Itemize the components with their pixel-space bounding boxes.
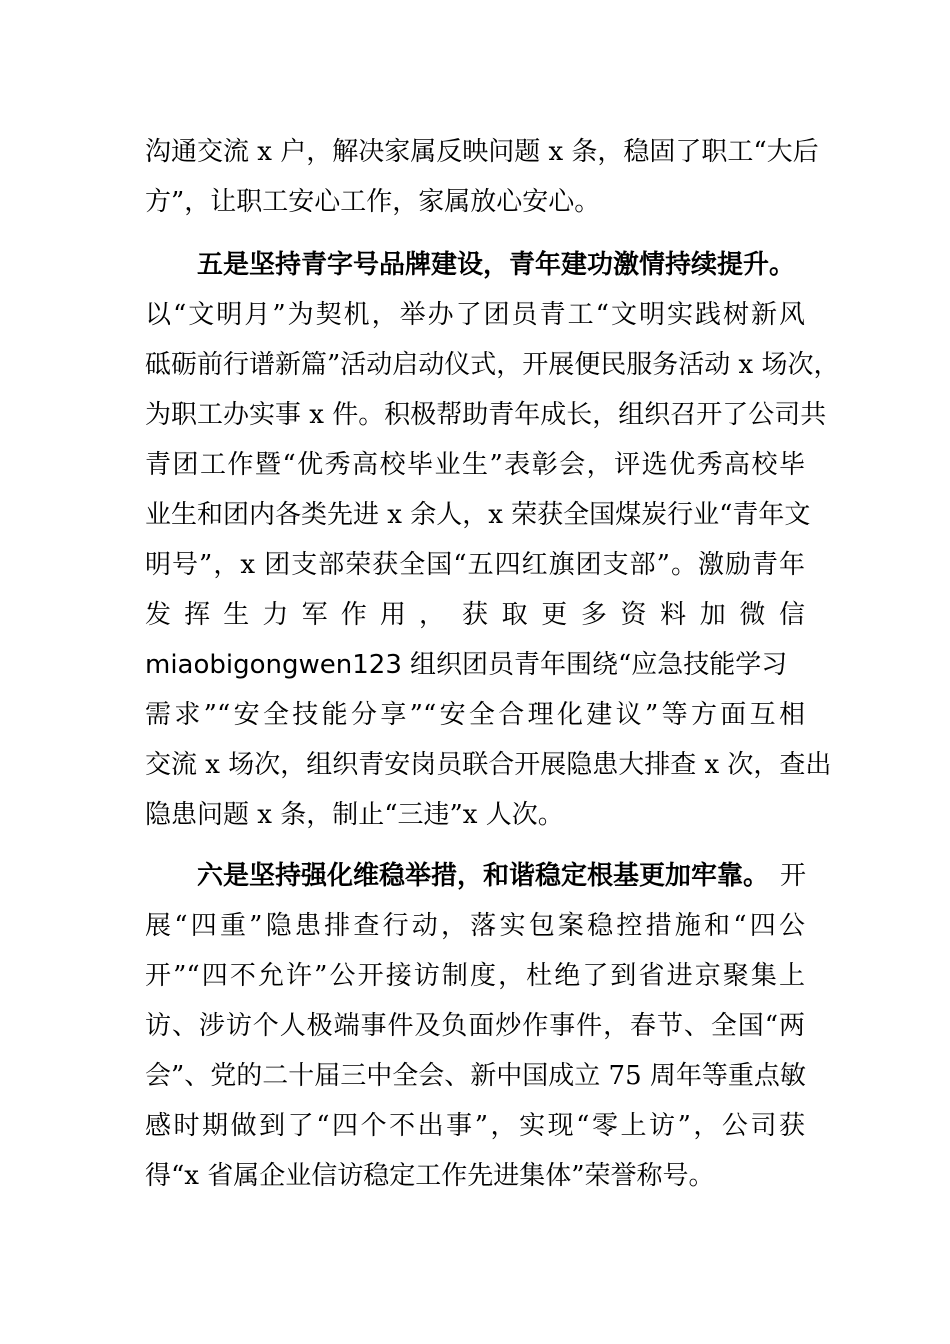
paragraph-line — [145, 599, 445, 631]
paragraph-line: 隐患问题 x 条，制止“三违”x 人次。 — [145, 800, 564, 830]
paragraph-line: 交流 x 场次，组织青安岗员联合开展隐患大排查 x 次，查出 — [145, 750, 832, 780]
paragraph-line: 展“四重”隐患排查行动，落实包案稳控措施和“四公 — [145, 911, 805, 941]
section-heading-5: 五是坚持青字号品牌建设，青年建功激情持续提升。 — [197, 250, 796, 280]
paragraph-line: 以“文明月”为契机，举办了团员青工“文明实践树新风 — [145, 300, 805, 330]
paragraph-line: 明号”，x 团支部荣获全国“五四红旗团支部”。激励青年 — [145, 550, 805, 580]
paragraph-line: 开 — [780, 861, 807, 891]
paragraph-line: 访、涉访个人极端事件及负面炒作事件，春节、全国“两 — [145, 1011, 805, 1041]
paragraph-line: 会”、党的二十届三中全会、新中国成立 75 周年等重点敏 — [145, 1061, 806, 1091]
paragraph-line: 组织团员青年围绕“应急技能学习 — [410, 650, 788, 680]
wechat-id: miaobigongwen123 — [145, 650, 402, 680]
paragraph-line: 需求”“安全技能分享”“安全合理化建议”等方面互相 — [145, 700, 805, 730]
wechat-notice: 获取更多资料加微信 — [462, 600, 805, 630]
paragraph-line: 得“x 省属企业信访稳定工作先进集体”荣誉称号。 — [145, 1161, 715, 1191]
paragraph-line: 青团工作暨“优秀高校毕业生”表彰会，评选优秀高校毕 — [145, 450, 805, 480]
paragraph-line: 为职工办实事 x 件。积极帮助青年成长，组织召开了公司共 — [145, 400, 827, 430]
paragraph-line: 感时期做到了“四个不出事”，实现“零上访”，公司获 — [145, 1111, 805, 1141]
paragraph-line: 开”“四不允许”公开接访制度，杜绝了到省进京聚集上 — [145, 961, 805, 991]
paragraph-text: 发挥生力军作用， — [145, 600, 445, 630]
paragraph-line: 方”，让职工安心工作，家属放心安心。 — [145, 187, 601, 217]
section-heading-6: 六是坚持强化维稳举措，和谐稳定根基更加牢靠。 — [197, 861, 770, 891]
paragraph-line: 沟通交流 x 户，解决家属反映问题 x 条，稳固了职工“大后 — [145, 137, 819, 167]
paragraph-line: 业生和团内各类先进 x 余人，x 荣获全国煤炭行业“青年文 — [145, 500, 811, 530]
paragraph-line: 砥砺前行谱新篇”活动启动仪式，开展便民服务活动 x 场次， — [145, 350, 840, 380]
